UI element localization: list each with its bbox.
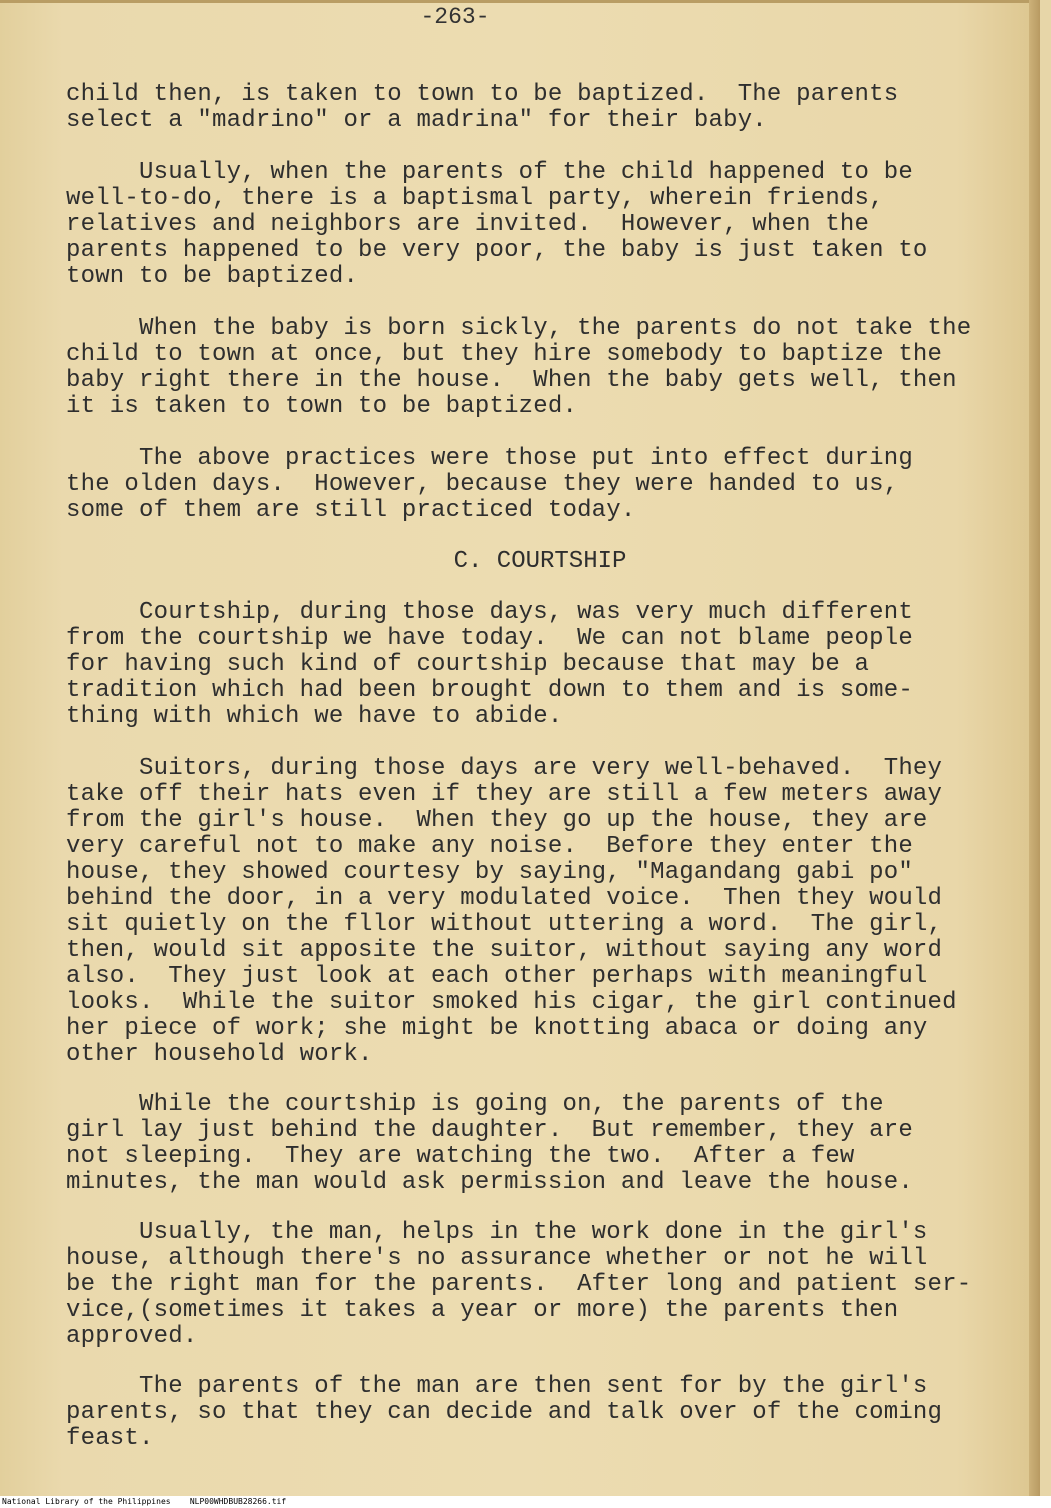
paragraph-suitors: Suitors, during those days are very well-behaved. They take off their hats even if they are still a few meters away from the girl's house. When they go up the house, they are very careful not to make any noise. Before they enter the house, they showed courtesy by saying, "Magandang gabi po" behind the door, in a very modulated voice. Then they would sit quietly on the fllor without uttering a word. The girl, then, would sit apposite the suitor, without saying any word also. They just look at each other perhaps with meaningful looks. While the suitor smoked his cigar, the girl continued her piece of work; she might be knotting abaca or doing any other household work. (66, 755, 957, 1068)
footer-source: National Library of the Philippines (2, 1497, 171, 1506)
scan-footer (0, 1496, 1051, 1508)
page-top-edge (0, 0, 1040, 3)
section-heading-courtship: C. COURTSHIP (453, 548, 627, 575)
paragraph-parents-watching: While the courtship is going on, the parents of the girl lay just behind the daughter. But remember, they are not sleeping. They are watching the two. After a few minutes, the man would ask permission and leave the house. (66, 1091, 913, 1196)
paragraph-olden-practices: The above practices were those put into effect during the olden days. However, because they were handed to us, some of them are still practiced today. (66, 445, 913, 524)
paragraph-baptismal-party: Usually, when the parents of the child happened to be well-to-do, there is a baptismal party, wherein friends, relatives and neighbors are invited. However, when the parents happened to be very poor, the baby is just taken to town to be baptized. (66, 159, 928, 290)
page-number: -263- (420, 4, 490, 30)
paragraph-parents-sent-for: The parents of the man are then sent for by the girl's parents, so that they can decide and talk over of the coming feast. (66, 1373, 943, 1452)
paragraph-sickly-baby: When the baby is born sickly, the parents do not take the child to town at once, but they hire somebody to baptize the baby right there in the house. When the baby gets well, then it is taken to town to be baptized. (66, 315, 972, 420)
paragraph-baptism-intro: child then, is taken to town to be baptized. The parents select a "madrino" or a madrina" for their baby. (66, 81, 899, 134)
footer-filename: NLP00WHDBUB28266.tif (189, 1497, 287, 1506)
page-right-edge (1029, 0, 1040, 1496)
paragraph-courtship-difference: Courtship, during those days, was very much different from the courtship we have today. We can not blame people for having such kind of courtship because that may be a tradition which had been brought down to them and is some- thing with which we have to abide. (66, 599, 913, 730)
paragraph-man-helps: Usually, the man, helps in the work done in the girl's house, although there's no assurance whether or not he will be the right man for the parents. After long and patient ser- vice,(sometimes it takes a year or more) the parents then approved. (66, 1219, 972, 1350)
